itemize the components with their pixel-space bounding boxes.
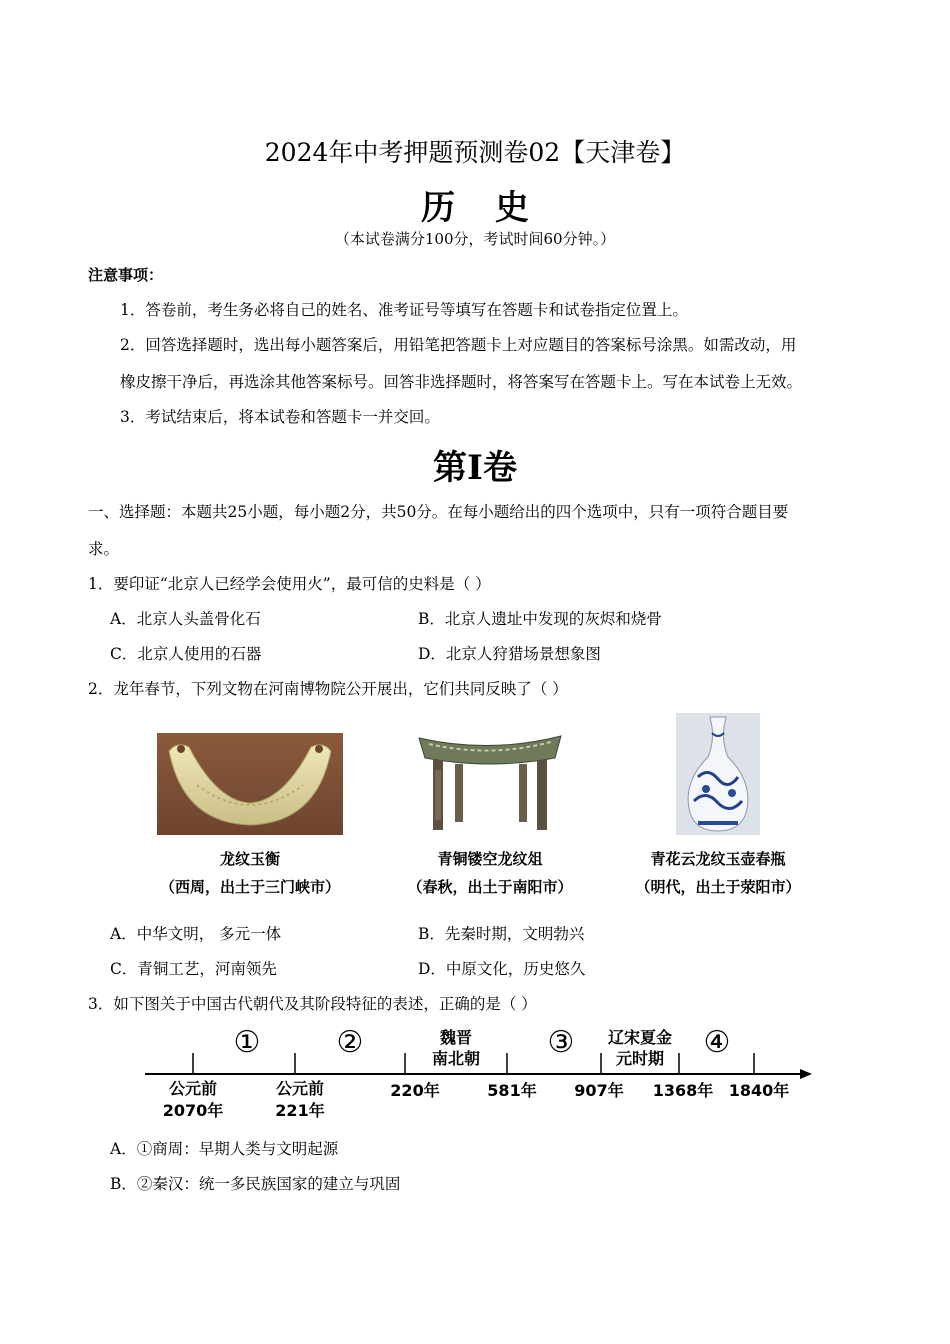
notice-item-2: 2．回答选择题时，选出每小题答案后，用铅笔把答题卡上对应题目的答案标号涂黑。如需改动，用 xyxy=(120,336,797,354)
artifact-1-name: 龙纹玉衡 xyxy=(219,850,280,868)
exam-note: （本试卷满分100分，考试时间60分钟。） xyxy=(334,230,616,248)
period-circle-4: ④ xyxy=(703,1025,731,1060)
bronze-zu-photo xyxy=(415,728,565,832)
question-1-stem: 1．要印证“北京人已经学会使用火”，最可信的史料是（ ） xyxy=(88,575,491,593)
date-2070bc: 公元前 2070年 xyxy=(162,1079,224,1120)
volume-heading: 第Ⅰ卷 xyxy=(433,448,517,488)
q2-option-c[interactable]: C．青铜工艺，河南领先 xyxy=(110,960,277,978)
question-2-stem: 2．龙年春节，下列文物在河南博物院公开展出，它们共同反映了（ ） xyxy=(88,680,568,698)
section-1-instructions: 一、选择题：本题共25小题，每小题2分，共50分。在每小题给出的四个选项中，只有一项符合题目要 xyxy=(88,503,789,521)
artifact-2-name: 青铜镂空龙纹俎 xyxy=(437,850,543,868)
question-3-stem: 3．如下图关于中国古代朝代及其阶段特征的表述，正确的是（ ） xyxy=(88,995,537,1013)
date-1368: 1368年 xyxy=(652,1081,714,1100)
q2-option-a[interactable]: A．中华文明， 多元一体 xyxy=(110,925,282,943)
notice-heading: 注意事项： xyxy=(88,266,164,284)
date-907: 907年 xyxy=(574,1081,624,1100)
blue-white-vase-photo xyxy=(676,713,760,835)
q2-option-b[interactable]: B．先秦时期，文明勃兴 xyxy=(418,925,585,943)
exam-title: 2024年中考押题预测卷02【天津卷】 xyxy=(264,138,686,167)
period-circle-1: ① xyxy=(233,1025,261,1060)
q1-option-a[interactable]: A．北京人头盖骨化石 xyxy=(110,610,261,628)
date-221bc: 公元前 221年 xyxy=(275,1079,325,1120)
q1-option-c[interactable]: C．北京人使用的石器 xyxy=(110,645,262,663)
artifact-1-detail: （西周，出土于三门峡市） xyxy=(159,878,340,896)
artifact-2-detail: （春秋，出土于南阳市） xyxy=(407,878,573,896)
q3-option-b[interactable]: B．②秦汉：统一多民族国家的建立与巩固 xyxy=(110,1175,401,1193)
q1-option-d[interactable]: D．北京人狩猎场景想象图 xyxy=(418,645,601,663)
period-label-wei-jin: 魏晋 南北朝 xyxy=(431,1028,480,1068)
jade-heng-photo xyxy=(157,733,343,835)
date-581: 581年 xyxy=(487,1081,537,1100)
period-label-liao-song: 辽宋夏金 元时期 xyxy=(607,1028,672,1068)
date-220: 220年 xyxy=(390,1081,440,1100)
q3-option-a[interactable]: A．①商周：早期人类与文明起源 xyxy=(110,1140,339,1158)
notice-item-2-cont: 橡皮擦干净后，再选涂其他答案标号。回答非选择题时，将答案写在答题卡上。写在本试卷上无效。 xyxy=(120,373,803,391)
period-circle-3: ③ xyxy=(547,1025,575,1060)
artifact-3-detail: （明代，出土于荥阳市） xyxy=(635,878,801,896)
q1-option-b[interactable]: B．北京人遗址中发现的灰烬和烧骨 xyxy=(418,610,662,628)
notice-item-3: 3．考试结束后，将本试卷和答题卡一并交回。 xyxy=(120,408,440,426)
section-1-instructions-cont: 求。 xyxy=(88,540,120,558)
dynasty-timeline xyxy=(140,1025,820,1125)
date-1840: 1840年 xyxy=(728,1081,790,1100)
q2-option-d[interactable]: D．中原文化，历史悠久 xyxy=(418,960,586,978)
subject-title: 历 史 xyxy=(421,188,543,228)
artifact-3-name: 青花云龙纹玉壶春瓶 xyxy=(650,850,786,868)
notice-item-1: 1．答卷前，考生务必将自己的姓名、准考证号等填写在答题卡和试卷指定位置上。 xyxy=(120,301,688,319)
period-circle-2: ② xyxy=(336,1025,364,1060)
